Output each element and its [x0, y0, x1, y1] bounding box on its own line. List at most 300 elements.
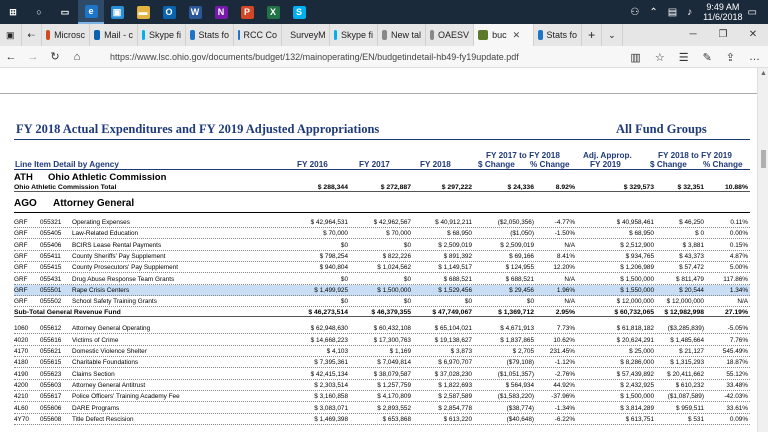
excel-taskbar-button[interactable] — [260, 0, 286, 24]
cell-chg: $ 4,671,913 — [500, 325, 534, 333]
cell-pct: -1.50% — [554, 230, 575, 238]
network-icon[interactable]: ▤ — [667, 6, 678, 18]
cell-fy2019: $ 3,814,289 — [620, 404, 654, 412]
col-chg-dollar: $ Change — [478, 160, 515, 169]
cell-chg2: $ 57,472 — [679, 264, 704, 272]
cell-fund: GRF — [14, 230, 28, 238]
browser-tab[interactable] — [426, 24, 474, 46]
store-icon: ▣ — [111, 6, 124, 19]
cell-pct: -4.77% — [554, 219, 575, 226]
cell-chg: $ 688,521 — [505, 275, 534, 283]
cell-fund: GRF — [14, 286, 28, 294]
search-icon: ○ — [33, 6, 46, 19]
task-view-icon: ▭ — [59, 6, 72, 19]
cell-chg2: $ 20,544 — [679, 286, 704, 294]
cell-chg: ($1,583,220) — [497, 393, 534, 401]
cell-li: 055405 — [40, 230, 62, 238]
task-view-taskbar-button[interactable] — [52, 0, 78, 24]
cell-chg2: $ 531 — [688, 415, 704, 423]
restore-button[interactable]: ❐ — [718, 29, 728, 40]
tab-label: buc — [492, 30, 507, 40]
cell-label: Ohio Athletic Commission Total — [14, 184, 117, 191]
favorite-star-icon[interactable]: ☆ — [654, 51, 665, 64]
cell-chg2: $ 32,351 — [677, 184, 704, 191]
col-adj-fy2019: FY 2019 — [590, 160, 621, 169]
col-head-chg2: FY 2018 to FY 2019 — [658, 151, 732, 160]
table-row — [14, 262, 750, 273]
cell-desc: Operating Expenses — [72, 219, 130, 226]
explorer-taskbar-button[interactable] — [130, 0, 156, 24]
cell-fy2018: $ 65,104,021 — [434, 325, 472, 333]
cell-fy2016: $0 — [340, 298, 348, 306]
cell-fy2017: $ 272,887 — [380, 184, 411, 191]
cell-chg2: $ 20,411,662 — [667, 370, 704, 378]
ago-rule — [14, 212, 750, 213]
cell-fund: 4180 — [14, 359, 29, 367]
cell-fy2018: $ 1,529,456 — [438, 286, 472, 294]
scroll-up-icon[interactable]: ▲ — [760, 70, 767, 77]
cell-fy2019: $ 1,500,000 — [620, 393, 654, 401]
back-icon[interactable]: ← — [5, 50, 17, 63]
cell-li: 055617 — [40, 393, 62, 401]
table-row — [14, 414, 750, 425]
cell-pct: 8.92% — [555, 184, 575, 191]
tab-preview-icon[interactable]: ▣ — [0, 24, 22, 46]
cell-fy2019: $ 613,751 — [625, 415, 654, 423]
tab-label: SurveyM — [290, 30, 326, 40]
cell-chg: ($1,050) — [510, 230, 534, 238]
cell-pct2: N/A — [737, 298, 748, 306]
col-chg2-pct: % Change — [703, 160, 743, 169]
cell-pct: -1.34% — [554, 404, 575, 412]
cell-pct2: 18.87% — [726, 359, 748, 367]
cell-pct2: -42.03% — [724, 393, 748, 401]
cell-chg2: $ 46,250 — [679, 219, 704, 226]
close-button[interactable]: ✕ — [748, 29, 758, 40]
cell-fy2019: $ 40,958,461 — [616, 219, 654, 226]
cell-pct2: 7.76% — [729, 336, 748, 344]
cell-li: 055616 — [40, 336, 62, 344]
cell-fund: 4200 — [14, 381, 29, 389]
cell-chg2: $ 1,485,664 — [670, 336, 704, 344]
cell-fy2016: $ 70,000 — [323, 230, 348, 238]
cell-label: Sub-Total General Revenue Fund — [14, 309, 121, 317]
cell-desc: DARE Programs — [72, 404, 120, 412]
cell-chg: $ 2,509,019 — [500, 241, 534, 249]
tab-list-icon[interactable]: ⌄ — [602, 24, 623, 46]
tab-back-icon[interactable]: ⇠ — [22, 24, 43, 46]
tab-label: Stats fo — [198, 30, 230, 40]
cell-fy2018: $ 19,138,627 — [434, 336, 472, 344]
scrollbar-thumb[interactable] — [761, 150, 766, 168]
cell-fy2017: $ 2,893,552 — [377, 404, 411, 412]
cell-fy2016: $ 3,160,858 — [314, 393, 348, 401]
cell-fy2018: $ 1,822,693 — [438, 381, 472, 389]
title-rule — [14, 139, 750, 140]
header-rule — [14, 169, 750, 170]
cell-pct2: 117.86% — [723, 275, 748, 283]
cell-desc: Domestic Violence Shelter — [72, 348, 147, 355]
cell-desc: County Prosecutors' Pay Supplement — [72, 264, 179, 272]
tab-label: Microsc — [54, 30, 86, 40]
cell-chg: $ 1,369,712 — [498, 309, 534, 317]
cell-fy2016: $ 288,344 — [317, 184, 348, 191]
browser-tab[interactable] — [234, 24, 282, 46]
cell-fy2018: $ 613,220 — [443, 415, 472, 423]
subtotal-row — [14, 307, 750, 317]
cell-chg2: $ 811,479 — [676, 275, 704, 283]
cell-fund: 4Y70 — [14, 415, 29, 423]
tab-favicon-icon — [430, 30, 434, 40]
top-rule — [0, 93, 757, 94]
cell-fund: GRF — [14, 252, 28, 260]
cell-fy2019: $ 12,000,000 — [616, 298, 654, 306]
cell-chg2: $ 3,881 — [682, 241, 704, 249]
cell-chg: $ 69,166 — [509, 252, 534, 260]
cell-desc: County Sheriffs' Pay Supplement — [72, 252, 166, 260]
cell-fy2019: $ 20,624,291 — [616, 336, 654, 344]
cell-desc: Title Defect Rescision — [72, 415, 134, 423]
browser-tab[interactable] — [90, 24, 138, 46]
cell-fy2018: $ 2,509,019 — [438, 241, 472, 249]
cell-desc: School Safety Training Grants — [72, 298, 157, 306]
col-line-item: Line Item Detail by Agency — [15, 160, 119, 169]
address-bar — [0, 46, 768, 68]
cell-li: 055431 — [40, 275, 62, 283]
vertical-scrollbar[interactable] — [757, 68, 768, 432]
windows-start-icon: ⊞ — [7, 6, 20, 19]
cell-chg2: $ 0 — [695, 230, 704, 238]
cell-fy2018: $ 37,028,230 — [434, 370, 472, 378]
tab-favicon-icon — [142, 30, 145, 40]
browser-tab[interactable] — [330, 24, 378, 46]
cell-chg2: $ 959,511 — [676, 404, 704, 412]
cell-pct2: 0.09% — [729, 415, 748, 423]
cell-fund: 1060 — [14, 325, 29, 333]
cell-fund: GRF — [14, 264, 28, 272]
new-tab-button[interactable]: + — [582, 24, 602, 46]
cell-pct: 231.45% — [549, 348, 575, 355]
cell-desc: Police Officers' Training Academy Fee — [72, 393, 180, 401]
browser-tab[interactable] — [534, 24, 582, 46]
onenote-icon: N — [215, 6, 228, 19]
windows-taskbar — [0, 0, 768, 24]
cell-pct2: 10.88% — [724, 184, 748, 191]
cell-pct: 44.92% — [553, 381, 575, 389]
cell-li: 055406 — [40, 241, 62, 249]
browser-tab[interactable] — [42, 24, 90, 46]
cell-desc: Charitable Foundations — [72, 359, 139, 367]
table-row — [14, 369, 750, 380]
cell-fy2016: $ 1,469,398 — [314, 415, 348, 423]
close-tab-icon[interactable]: ✕ — [512, 29, 521, 40]
cell-desc: BCIRS Lease Rental Payments — [72, 241, 162, 249]
cell-pct2: 27.19% — [724, 309, 748, 317]
cell-fy2016: $ 2,303,514 — [314, 381, 348, 389]
word-icon: W — [189, 6, 202, 19]
cell-fy2017: $ 60,432,108 — [373, 325, 411, 333]
cell-fy2016: $0 — [340, 275, 348, 283]
cell-fy2017: $ 17,300,763 — [373, 336, 411, 344]
cell-fy2019: $ 60,732,065 — [614, 309, 654, 317]
cell-fy2019: $ 2,512,900 — [620, 241, 654, 249]
cell-chg2: $ 1,315,293 — [670, 359, 704, 367]
clock-time: 9:49 AM — [706, 2, 740, 12]
cell-pct2: 545.49% — [722, 348, 748, 355]
col-fy2017: FY 2017 — [359, 160, 390, 169]
cell-fund: 4020 — [14, 336, 29, 344]
cell-pct2: 33.48% — [726, 381, 748, 389]
minimize-button[interactable]: ─ — [689, 29, 697, 40]
powerpoint-icon: P — [241, 6, 254, 19]
agency-code-ath: ATH — [14, 172, 33, 183]
cell-desc: Claims Section — [72, 370, 115, 378]
report-title: FY 2018 Actual Expenditures and FY 2019 Adjusted Appropriations — [16, 122, 380, 136]
table-row — [14, 274, 750, 285]
tab-favicon-icon — [238, 30, 239, 40]
cell-pct: -1.12% — [554, 359, 575, 367]
cell-chg: ($1,051,357) — [497, 370, 534, 378]
cell-fund: 4170 — [14, 348, 29, 355]
col-fy2018: FY 2018 — [420, 160, 451, 169]
cell-fy2016: $ 62,948,630 — [310, 325, 348, 333]
cell-fy2017: $ 42,962,567 — [373, 219, 411, 226]
cell-pct: 1.96% — [556, 286, 575, 294]
cell-fy2016: $ 42,964,531 — [310, 219, 348, 226]
browser-tab[interactable] — [378, 24, 426, 46]
cell-chg2: ($3,285,839) — [667, 325, 704, 333]
cell-pct: N/A — [564, 275, 575, 283]
table-row — [14, 296, 750, 307]
ath-total-row — [14, 182, 750, 192]
cell-fy2018: $ 688,521 — [443, 275, 472, 283]
cell-fy2016: $ 46,273,514 — [308, 309, 348, 317]
tab-favicon-icon — [190, 30, 194, 40]
agency-code-ago: AGO — [14, 198, 37, 209]
cell-pct: N/A — [564, 298, 575, 306]
tab-label: Mail - c — [104, 30, 134, 40]
cell-fy2019: $ 934,765 — [625, 252, 654, 260]
cell-chg2: $ 610,232 — [675, 381, 704, 389]
cell-fy2016: $ 1,499,925 — [314, 286, 348, 294]
table-row — [14, 380, 750, 391]
clock-date: 11/6/2018 — [703, 12, 743, 22]
table-row — [14, 228, 750, 239]
cell-pct: 10.62% — [553, 336, 575, 344]
cell-fy2017: $0 — [403, 275, 411, 283]
cell-fy2019: $ 68,950 — [629, 230, 654, 238]
cell-chg: ($2,050,356) — [497, 219, 534, 226]
cell-fy2018: $ 2,854,778 — [438, 404, 472, 412]
col-chg-pct: % Change — [530, 160, 570, 169]
cell-pct: 7.73% — [556, 325, 575, 333]
cell-fy2018: $ 2,587,589 — [438, 393, 472, 401]
pdf-document — [0, 68, 757, 432]
cell-fy2017: $ 822,226 — [382, 252, 411, 260]
browser-tab[interactable] — [282, 24, 330, 46]
tab-label: RCC Co — [243, 30, 278, 40]
skype-taskbar-button[interactable] — [286, 0, 312, 24]
cell-fy2019: $ 1,206,989 — [620, 264, 654, 272]
cell-pct: 2.95% — [555, 309, 575, 317]
cell-chg: ($79,108) — [506, 359, 534, 367]
cell-pct: -6.22% — [554, 415, 575, 423]
people-icon[interactable]: ⚇ — [630, 6, 640, 18]
cell-fy2018: $ 1,149,517 — [438, 264, 472, 272]
cell-li: 055623 — [40, 370, 62, 378]
cell-pct: -2.76% — [554, 370, 575, 378]
cell-fy2017: $ 7,049,814 — [377, 359, 411, 367]
share-icon[interactable]: ⇪ — [725, 51, 735, 64]
cell-chg: $ 564,934 — [505, 381, 534, 389]
tab-favicon-icon — [382, 30, 387, 40]
table-row — [14, 346, 750, 357]
cell-fy2017: $ 1,024,562 — [377, 264, 411, 272]
reading-view-icon[interactable]: ▥ — [630, 51, 641, 64]
col-head-adj: Adj. Approp. — [583, 151, 632, 160]
cell-li: 055608 — [40, 415, 62, 423]
cell-chg: $ 124,955 — [505, 264, 534, 272]
cell-fy2018: $ 47,749,067 — [432, 309, 472, 317]
cell-pct: 8.41% — [556, 252, 575, 260]
cell-fy2016: $ 14,668,223 — [310, 336, 348, 344]
tab-favicon-icon — [94, 30, 100, 40]
cell-fund: GRF — [14, 219, 28, 226]
cell-fy2017: $ 1,500,000 — [377, 286, 411, 294]
cell-desc: Attorney General Operating — [72, 325, 151, 333]
cell-pct: 12.20% — [553, 264, 575, 272]
cell-fy2017: $ 38,079,587 — [373, 370, 411, 378]
cell-fy2017: $ 4,170,809 — [377, 393, 411, 401]
window-controls — [678, 24, 768, 46]
cell-desc: Attorney General Antitrust — [72, 381, 146, 389]
search-taskbar-button[interactable] — [26, 0, 52, 24]
refresh-icon[interactable]: ↻ — [50, 51, 60, 63]
url-field[interactable]: https://www.lsc.ohio.gov/documents/budget/132/mainoperating/EN/budgetindetail-hb49-fy19update.pdf — [110, 51, 519, 62]
tab-favicon-icon — [46, 30, 50, 40]
cell-chg2: $ 12,000,000 — [666, 298, 704, 306]
powerpoint-taskbar-button[interactable] — [234, 0, 260, 24]
outlook-taskbar-button[interactable] — [156, 0, 182, 24]
notes-pen-icon[interactable]: ✎ — [702, 51, 712, 64]
windows-start-taskbar-button[interactable] — [0, 0, 26, 24]
tab-label: Skype fi — [149, 30, 182, 40]
browser-tab[interactable] — [186, 24, 234, 46]
col-chg2-dollar: $ Change — [650, 160, 687, 169]
cell-pct2: 0.00% — [729, 230, 748, 238]
browser-tab-bar — [0, 24, 768, 46]
store-taskbar-button[interactable] — [104, 0, 130, 24]
cell-li: 055621 — [40, 348, 62, 355]
table-row — [14, 357, 750, 368]
browser-tab[interactable] — [474, 24, 534, 46]
cell-fund: GRF — [14, 241, 28, 249]
forward-icon[interactable]: → — [27, 50, 39, 63]
cell-fy2019: $ 61,818,182 — [616, 325, 654, 333]
cell-li: 055321 — [40, 219, 62, 226]
table-row — [14, 403, 750, 414]
clock[interactable] — [703, 2, 742, 22]
cell-fy2018: $ 3,873 — [450, 348, 472, 355]
onenote-taskbar-button[interactable] — [208, 0, 234, 24]
cell-fy2016: $0 — [340, 241, 348, 249]
cell-fy2017: $ 70,000 — [386, 230, 411, 238]
cell-chg: $ 24,336 — [507, 184, 534, 191]
edge-taskbar-button[interactable] — [78, 0, 104, 24]
cell-fy2016: $ 3,083,071 — [314, 404, 348, 412]
skype-icon: S — [293, 6, 306, 19]
tray-chevron-icon[interactable]: ⌃ — [649, 6, 658, 18]
table-row — [14, 285, 750, 296]
cell-chg: ($38,774) — [506, 404, 534, 412]
cell-li: 055501 — [40, 286, 62, 294]
table-row — [14, 217, 750, 228]
system-tray — [625, 0, 762, 24]
cell-fy2017: $ 1,169 — [389, 348, 411, 355]
notifications-icon[interactable]: ▭ — [747, 6, 757, 18]
cell-pct2: 0.15% — [729, 241, 748, 249]
cell-desc: Law-Related Education — [72, 230, 139, 238]
cell-chg: ($40,648) — [506, 415, 534, 423]
browser-tab[interactable] — [138, 24, 186, 46]
edge-icon: e — [85, 5, 98, 18]
cell-li: 055415 — [40, 264, 62, 272]
cell-li: 055502 — [40, 298, 62, 306]
cell-desc: Rape Crisis Centers — [72, 286, 130, 294]
cell-chg: $0 — [526, 298, 534, 306]
cell-pct2: 0.11% — [730, 219, 748, 226]
cell-fy2019: $ 8,286,000 — [620, 359, 654, 367]
cell-fy2016: $ 798,254 — [319, 252, 348, 260]
cell-fy2018: $ 40,912,211 — [435, 219, 472, 226]
cell-fy2018: $0 — [464, 298, 472, 306]
tab-favicon-icon — [478, 30, 488, 40]
cell-fy2017: $ 1,257,759 — [377, 381, 411, 389]
tab-label: OAESV — [438, 30, 470, 40]
favorites-hub-icon[interactable]: ☰ — [678, 51, 689, 64]
cell-fund: 4210 — [14, 393, 29, 401]
cell-fy2017: $0 — [403, 241, 411, 249]
fund-groups-label: All Fund Groups — [616, 122, 707, 136]
cell-fund: GRF — [14, 275, 28, 283]
more-icon[interactable]: … — [749, 51, 760, 63]
table-row — [14, 323, 750, 334]
cell-pct: N/A — [564, 241, 575, 249]
cell-chg: $ 2,705 — [512, 348, 534, 355]
cell-pct2: 5.00% — [729, 264, 748, 272]
cell-fy2017: $ 653,868 — [382, 415, 411, 423]
cell-li: 055603 — [40, 381, 62, 389]
cell-chg2: ($1,087,589) — [667, 393, 704, 401]
table-row — [14, 335, 750, 346]
table-row — [14, 391, 750, 402]
volume-icon[interactable]: ♪ — [687, 6, 693, 18]
cell-fy2019: $ 2,432,925 — [620, 381, 654, 389]
tab-label: Skype fi — [341, 30, 374, 40]
cell-fy2019: $ 57,439,892 — [616, 370, 654, 378]
col-fy2016: FY 2016 — [297, 160, 328, 169]
cell-fy2019: $ 25,000 — [629, 348, 654, 355]
table-row — [14, 240, 750, 251]
home-icon[interactable]: ⌂ — [73, 50, 81, 63]
explorer-icon: ▬ — [138, 6, 148, 17]
cell-chg2: $ 12,982,998 — [664, 309, 704, 317]
cell-pct2: 33.61% — [726, 404, 748, 412]
cell-li: 055411 — [40, 252, 61, 260]
cell-fy2019: $ 1,550,000 — [620, 286, 654, 294]
word-taskbar-button[interactable] — [182, 0, 208, 24]
cell-chg: $ 1,837,865 — [500, 336, 534, 344]
